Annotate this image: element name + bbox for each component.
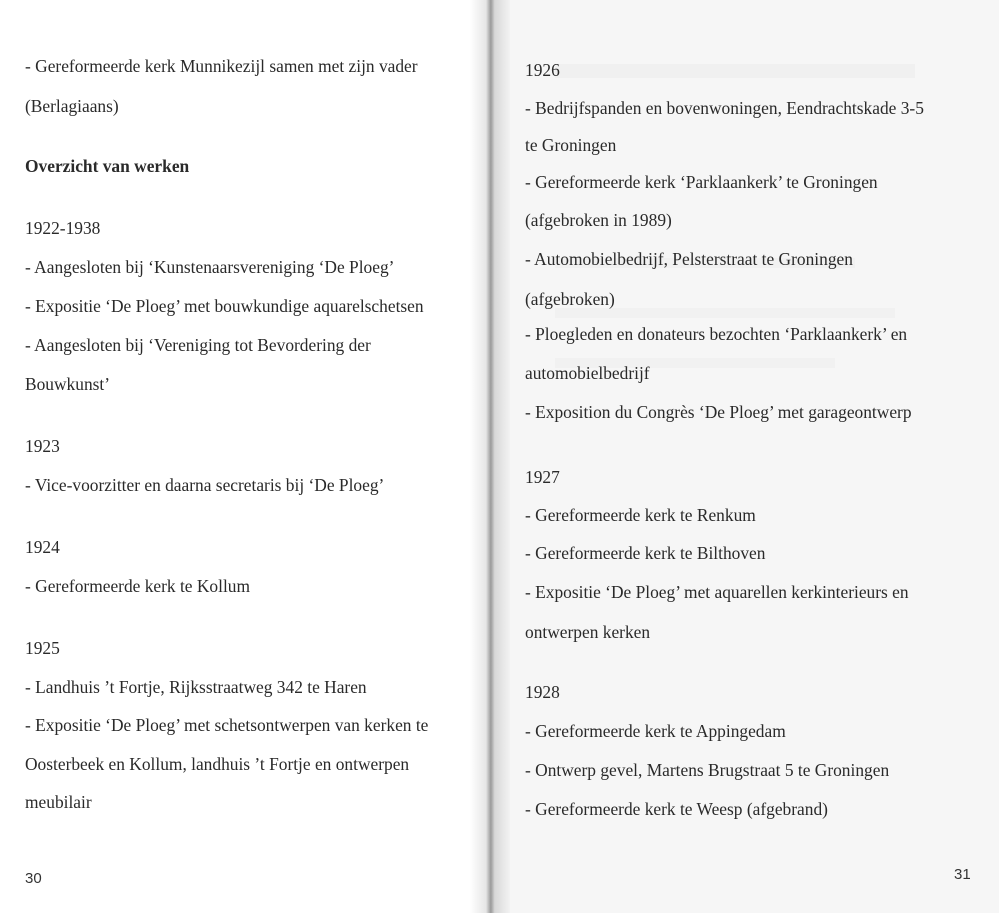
text-line: - Aangesloten bij ‘Kunstenaarsvereniging ‘De Ploeg’ <box>25 257 395 277</box>
text-line: ontwerpen kerken <box>525 622 651 642</box>
text-line: - Landhuis ’t Fortje, Rijksstraatweg 342 te Haren <box>25 677 367 697</box>
text-line: (afgebroken) <box>525 289 615 309</box>
year-heading: 1927 <box>525 467 560 487</box>
page-number-left: 30 <box>25 870 42 887</box>
year-heading: 1923 <box>25 436 60 456</box>
text-line: (afgebroken in 1989) <box>525 210 672 230</box>
text-line: Bouwkunst’ <box>25 374 111 394</box>
year-heading: 1926 <box>525 60 560 80</box>
text-line: - Gereformeerde kerk ‘Parklaankerk’ te Groningen <box>525 172 878 192</box>
book-gutter <box>470 0 510 913</box>
left-page <box>0 0 490 913</box>
text-line: - Gereformeerde kerk te Weesp (afgebrand) <box>525 799 828 819</box>
page-number-right: 31 <box>954 866 971 883</box>
text-line: - Aangesloten bij ‘Vereniging tot Bevordering der <box>25 335 371 355</box>
text-line: - Gereformeerde kerk Munnikezijl samen met zijn vader <box>25 56 418 76</box>
text-line: (Berlagiaans) <box>25 96 119 116</box>
text-line: te Groningen <box>525 135 617 155</box>
year-heading: 1928 <box>525 682 560 702</box>
text-line: - Expositie ‘De Ploeg’ met aquarellen kerkinterieurs en <box>525 582 909 602</box>
text-line: - Vice-voorzitter en daarna secretaris bij ‘De Ploeg’ <box>25 475 385 495</box>
text-line: - Exposition du Congrès ‘De Ploeg’ met garageontwerp <box>525 402 912 422</box>
text-line: - Automobielbedrijf, Pelsterstraat te Groningen <box>525 249 853 269</box>
text-line: - Bedrijfspanden en bovenwoningen, Eendrachtskade 3-5 <box>525 98 924 118</box>
text-line: automobielbedrijf <box>525 363 650 383</box>
text-line: - Expositie ‘De Ploeg’ met schetsontwerpen van kerken te <box>25 715 429 735</box>
year-heading: 1925 <box>25 638 60 658</box>
section-heading: Overzicht van werken <box>25 156 190 176</box>
text-line: - Gereformeerde kerk te Renkum <box>525 505 756 525</box>
text-line: - Ploegleden en donateurs bezochten ‘Parklaankerk’ en <box>525 324 908 344</box>
text-line: - Ontwerp gevel, Martens Brugstraat 5 te Groningen <box>525 760 890 780</box>
text-line: - Gereformeerde kerk te Appingedam <box>525 721 786 741</box>
text-line: Oosterbeek en Kollum, landhuis ’t Fortje en ontwerpen <box>25 754 410 774</box>
year-heading: 1922-1938 <box>25 218 101 238</box>
text-line: - Gereformeerde kerk te Kollum <box>25 576 251 596</box>
text-line: meubilair <box>25 792 92 812</box>
text-line: - Expositie ‘De Ploeg’ met bouwkundige aquarelschetsen <box>25 296 424 316</box>
text-line: - Gereformeerde kerk te Bilthoven <box>525 543 766 563</box>
year-heading: 1924 <box>25 537 60 557</box>
